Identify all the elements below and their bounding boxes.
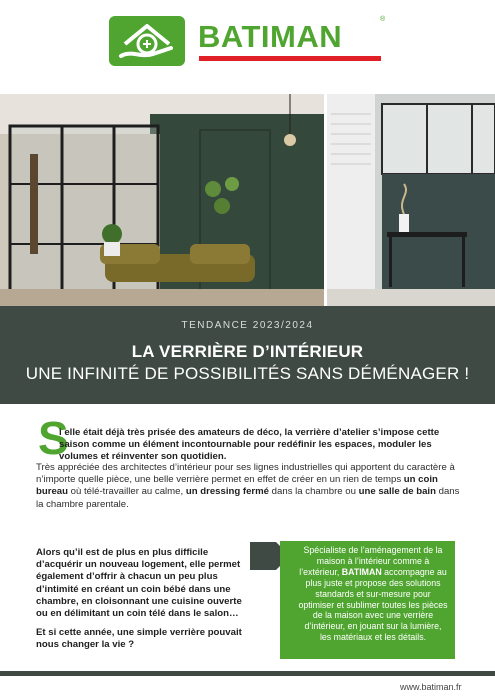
intro-text-2d: un dressing fermé <box>185 486 270 498</box>
page-subtitle: UNE INFINITÉ DE POSSIBILITÉS SANS DÉMÉNAGER ! <box>25 364 470 383</box>
intro-paragraph-1 <box>59 427 461 464</box>
trend-kicker: TENDANCE 2023/2024 <box>181 320 314 331</box>
intro-text-2f: une salle de bain <box>358 486 436 498</box>
photo-row <box>0 94 495 306</box>
page-header <box>0 0 495 92</box>
intro-text-2c: où télé-travailler au calme, <box>68 486 186 498</box>
callout-text-a: Spécialiste de l’aménagement de la maison à l’intérieur comme à l’extérieur, <box>299 545 443 577</box>
intro-text-2g: dans la chambre parentale. <box>36 486 460 510</box>
dropcap-letter: S <box>38 412 69 464</box>
intro-text-2a: Très appréciée des architectes d’intérieur pour ses lignes industrielles qui apportent du caractère à n’importe quelle pièce, une belle verrière permet en effet de créer en un rien de temps <box>36 462 455 486</box>
website-link[interactable]: www.batiman.fr <box>400 682 462 692</box>
brand-name: BATIMAN <box>198 19 343 54</box>
intro-text-1: i elle était déjà très prisée des amateurs de déco, la verrière d’atelier s’impose cette saison comme un élément incontournable pour redéfinir les espaces, moduler les volumes et réinventer son quotidien. <box>59 427 440 463</box>
intro-text-2e: dans la chambre ou <box>269 486 359 498</box>
headline-band <box>0 306 495 404</box>
registered-mark: ® <box>380 16 386 23</box>
brand-underline <box>199 56 381 61</box>
callout-text <box>298 545 448 643</box>
left-paragraph-2: Et si cette année, une simple verrière pouvait nous changer la vie ? <box>36 627 242 651</box>
page-title: LA VERRIÈRE D’INTÉRIEUR <box>131 342 364 361</box>
interior-photo-hallway <box>327 94 495 306</box>
intro-text-2b: un coin bureau <box>36 474 438 498</box>
intro-paragraph-2 <box>36 462 460 511</box>
left-paragraph-1: Alors qu’il est de plus en plus difficile d’acquérir un nouveau logement, elle permet également d’offrir à chacun un peu plus d’intimité en créant un coin bébé dans une chambre, en cloisonnant une cuisine ouverte ou en délimitant un coin télé dans le salon… <box>36 547 242 620</box>
callout-text-c: accompagne au plus juste et propose des solutions standards et sur-mesure pour optimiser et sublimer toutes les pièces de la maison avec une verrière d’intérieur, en jouant sur la lumière, les matériaux et les détails. <box>298 566 448 643</box>
house-hand-icon <box>107 14 187 68</box>
interior-photo-living-room <box>0 94 324 306</box>
callout-brand: BATIMAN <box>341 566 382 577</box>
left-column <box>36 547 250 659</box>
footer-bar <box>0 671 495 676</box>
